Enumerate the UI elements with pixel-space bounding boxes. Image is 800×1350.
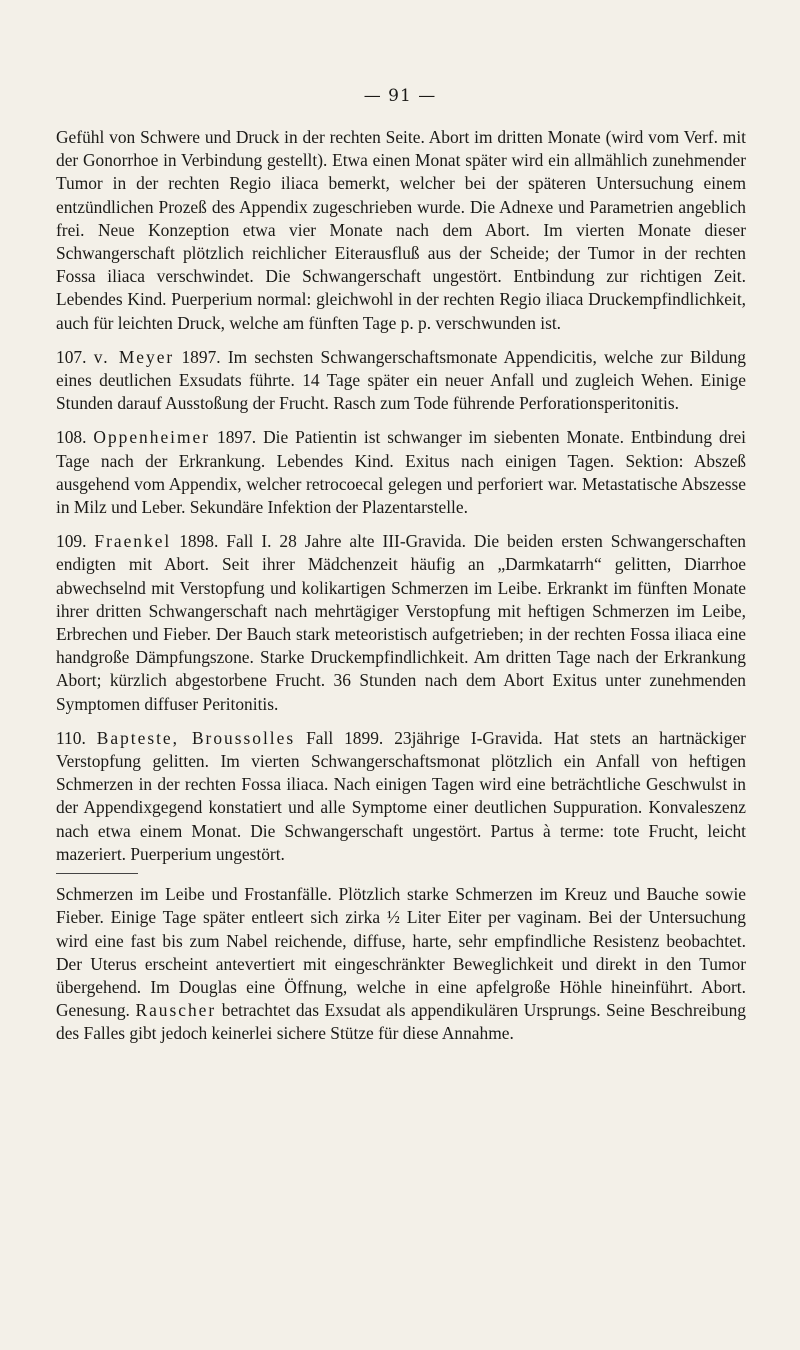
- paragraph-rauscher: [56, 883, 746, 1045]
- section-divider: [56, 873, 138, 874]
- paragraph-text: betrachtet das Exsudat als appendikulären Ursprungs. Seine Beschreibung des Falles gibt jedoch keinerlei sichere Stütze für diese Annahme.: [56, 1000, 746, 1044]
- paragraph-case-109: [56, 530, 746, 716]
- case-author: v. Meyer: [93, 346, 175, 367]
- paragraph-text: 1898. Fall I. 28 Jahre alte III-Gravida. Die beiden ersten Schwangerschaften endigten mit Abort. Seit ihrer Mädchenzeit häufig an „Darmkatarrh“ gelitten, Diarrhoe abwechselnd mit Verstopfung und kolikartigen Schmerzen im Leibe. Erkrankt im fünften Monate ihrer dritten Schwangerschaft nach mehrtägiger Verstopfung mit heftigen Schmerzen im Leibe, Erbrechen und Fieber. Der Bauch stark meteoristisch aufgetrieben; in der rechten Fossa iliaca eine handgroße Dämpfungszone. Starke Druckempfindlichkeit. Am dritten Tage nach der Erkrankung Abort; kürzlich abgestorbene Frucht. 36 Stunden nach dem Abort Exitus unter zunehmenden Symptomen diffuser Peritonitis.: [56, 531, 746, 714]
- case-author: Fraenkel: [94, 531, 172, 552]
- paragraph-text: 1897. Die Patientin ist schwanger im siebenten Monate. Entbindung drei Tage nach der Erkrankung. Lebendes Kind. Exitus nach einigen Tagen. Sektion: Abszeß ausgehend vom Appendix, welcher retrocoecal gelegen und perforiert war. Metastatische Abszesse in Milz und Leber. Sekundäre Infektion der Plazentarstelle.: [56, 427, 746, 518]
- case-number: 108.: [56, 427, 87, 448]
- paragraph-text: 1897. Im sechsten Schwangerschaftsmonate Appendicitis, welche zur Bildung eines deutlichen Exsudats führte. 14 Tage später ein neuer Anfall und zugleich Wehen. Einige Stunden darauf Ausstoßung der Frucht. Rasch zum Tode führende Perforationsperitonitis.: [56, 346, 746, 414]
- paragraph-case-108: [56, 426, 746, 519]
- body-text: [56, 126, 746, 1046]
- case-author: Oppenheimer: [93, 427, 211, 448]
- case-number: 110.: [56, 727, 86, 748]
- case-number: 107.: [56, 346, 87, 367]
- case-author: Bapteste, Broussolles: [96, 727, 296, 748]
- paragraph-text: Fall 1899. 23jährige I-Gravida. Hat stets an hartnäckiger Verstopfung gelitten. Im vierten Schwangerschaftsmonat plötzlich ein Anfall von heftigen Schmerzen in der rechten Fossa iliaca. Nach einigen Tagen wird eine beträchtliche Geschwulst in der Appendixgegend konstatiert und alle Symptome einer deutlichen Suppuration. Konvaleszenz nach etwa einem Monat. Die Schwangerschaft ungestört. Partus à terme: tote Frucht, leicht mazeriert. Puerperium ungestört.: [56, 727, 746, 864]
- case-author: Rauscher: [135, 1000, 217, 1021]
- page-number: — 91 —: [363, 86, 437, 106]
- case-number: 109.: [56, 531, 87, 552]
- paragraph-continuation: [56, 126, 746, 335]
- paragraph-case-110: [56, 727, 746, 866]
- paragraph-text: Schmerzen im Leibe und Frostanfälle. Plötzlich starke Schmerzen im Kreuz und Bauche sowie Fieber. Einige Tage später entleert sich zirka ½ Liter Eiter per vaginam. Bei der Untersuchung wird eine fast bis zum Nabel reichende, diffuse, harte, sehr empfindliche Resistenz beobachtet. Der Uterus erscheint antevertiert mit eingeschränkter Beweglichkeit und direkt in den Tumor übergehend. Im Douglas eine Öffnung, welche in eine apfelgroße Höhle hineinführt. Abort. Genesung.: [56, 884, 746, 1021]
- paragraph-case-107: [56, 346, 746, 416]
- paragraph-text: Gefühl von Schwere und Druck in der rechten Seite. Abort im dritten Monate (wird vom Verf. mit der Gonorrhoe in Verbindung gestellt). Etwa einen Monat später wird ein allmählich zunehmender Tumor in der rechten Regio iliaca bemerkt, welcher bei der späteren Untersuchung einem entzündlichen Prozeß des Appendix zugeschrieben wurde. Die Adnexe und Parametrien angeblich frei. Neue Konzeption etwa vier Monate nach dem Abort. Im vierten Monate dieser Schwangerschaft plötzlich reichlicher Eiterausfluß aus der Scheide; der Tumor in der rechten Fossa iliaca verschwindet. Die Schwangerschaft ungestört. Entbindung zur richtigen Zeit. Lebendes Kind. Puerperium normal: gleichwohl in der rechten Regio iliaca Druckempfindlichkeit, auch für leichten Druck, welche am fünften Tage p. p. verschwunden ist.: [56, 127, 746, 333]
